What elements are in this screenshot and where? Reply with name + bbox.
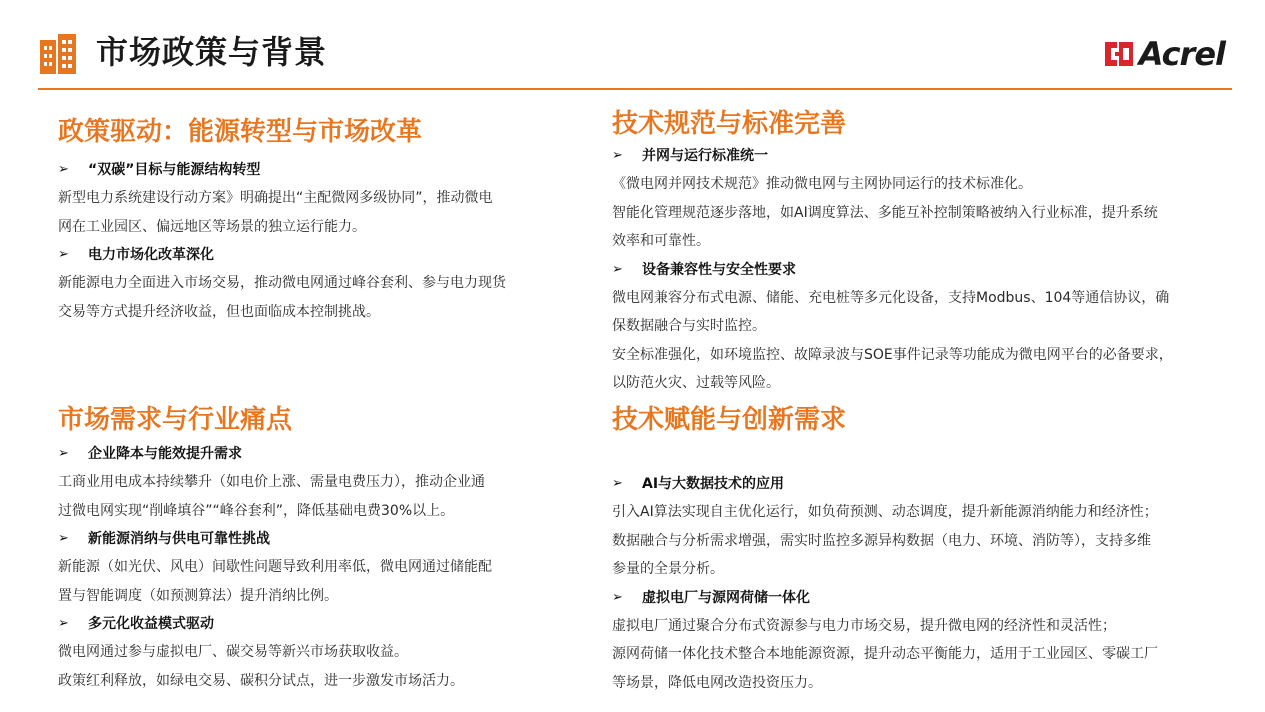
paragraph-line: 以防范火灾、过载等风险。	[612, 375, 780, 391]
bullet-label: 并网与运行标准统一	[642, 148, 768, 164]
paragraph-line: 网在工业园区、偏远地区等场景的独立运行能力。	[58, 218, 366, 235]
paragraph-line: 工商业用电成本持续攀升（如电价上涨、需量电费压力），推动企业通	[58, 474, 485, 490]
paragraph-line: 新能源电力全面进入市场交易，推动微电网通过峰谷套利、参与电力现货	[58, 275, 506, 291]
paragraph-line: 数据融合与分析需求增强，需实时监控多源异构数据（电力、环境、消防等），支持多维	[612, 532, 1151, 549]
logo	[1105, 36, 1225, 72]
logo-text: Acrel	[1138, 35, 1225, 73]
paragraph-line: 过微电网实现“削峰填谷”“峰谷套利”，降低基础电费30%以上。	[58, 502, 455, 519]
arrow-bullet-icon: ➢	[58, 446, 69, 461]
section-title: 市场需求与行业痛点	[58, 405, 293, 435]
bullet-label: AI与大数据技术的应用	[642, 476, 785, 492]
paragraph-line: 效率和可靠性。	[612, 233, 710, 249]
bullet-label: 虚拟电厂与源网荷储一体化	[642, 589, 810, 606]
paragraph-line: 源网荷储一体化技术整合本地能源资源，提升动态平衡能力，适用于工业园区、零碳工厂	[612, 646, 1158, 662]
bullet-heading	[58, 440, 578, 468]
bullet-label: “双碳”目标与能源结构转型	[88, 162, 261, 178]
paragraph-line: 等场景，降低电网改造投资压力。	[612, 674, 822, 691]
bullet-label: 设备兼容性与安全性要求	[642, 261, 796, 278]
paragraph-line: 微电网通过参与虚拟电厂、碳交易等新兴市场获取收益。	[58, 644, 408, 660]
bullet-heading	[612, 142, 1252, 170]
paragraph-line: 智能化管理规范逐步落地，如AI调度算法、多能互补控制策略被纳入行业标准，提升系统	[612, 204, 1158, 221]
arrow-bullet-icon: ➢	[58, 616, 69, 631]
section-market	[58, 402, 578, 695]
bullet-heading	[612, 470, 1252, 498]
arrow-bullet-icon: ➢	[58, 531, 69, 546]
bullet-heading	[612, 256, 1252, 284]
header-divider	[38, 88, 1232, 90]
bullet-label: 企业降本与能效提升需求	[88, 446, 242, 462]
paragraph-line: 交易等方式提升经济收益，但也面临成本控制挑战。	[58, 303, 380, 320]
building-icon	[38, 34, 78, 74]
bullet-heading	[58, 156, 578, 184]
paragraph-line: 参量的全景分析。	[612, 561, 724, 577]
section-policy	[58, 114, 578, 326]
bullet-heading	[612, 584, 1252, 612]
arrow-bullet-icon: ➢	[58, 247, 69, 262]
paragraph-line: 保数据融合与实时监控。	[612, 318, 766, 334]
section-standards	[612, 106, 1252, 398]
bullet-label: 多元化收益模式驱动	[88, 616, 214, 632]
arrow-bullet-icon: ➢	[58, 162, 69, 177]
bullet-heading	[58, 525, 578, 553]
acrel-logo-mark-icon	[1105, 40, 1133, 68]
header	[0, 0, 1265, 92]
bullet-label: 电力市场化改革深化	[88, 247, 214, 263]
paragraph-line: 引入AI算法实现自主优化运行，如负荷预测、动态调度，提升新能源消纳能力和经济性；	[612, 504, 1158, 520]
paragraph-line: 新能源（如光伏、风电）间歇性问题导致利用率低，微电网通过储能配	[58, 559, 492, 575]
paragraph-line: 政策红利释放，如绿电交易、碳积分试点，进一步激发市场活力。	[58, 672, 464, 689]
section-title: 技术规范与标准完善	[612, 109, 847, 139]
bullet-label: 新能源消纳与供电可靠性挑战	[88, 531, 270, 547]
paragraph-line: 安全标准强化，如环境监控、故障录波与SOE事件记录等功能成为微电网平台的必备要求，	[612, 346, 1173, 363]
section-title: 政策驱动：能源转型与市场改革	[58, 117, 423, 147]
paragraph-line: 置与智能调度（如预测算法）提升消纳比例。	[58, 587, 338, 604]
paragraph-line: 新型电力系统建设行动方案》明确提出“主配微网多级协同”，推动微电	[58, 190, 493, 206]
paragraph-line: 微电网兼容分布式电源、储能、充电桩等多元化设备，支持Modbus、104等通信协议，确	[612, 289, 1170, 306]
bullet-heading	[58, 610, 578, 638]
paragraph-line: 虚拟电厂通过聚合分布式资源参与电力市场交易，提升微电网的经济性和灵活性；	[612, 617, 1116, 634]
arrow-bullet-icon: ➢	[612, 261, 623, 277]
arrow-bullet-icon: ➢	[612, 476, 623, 491]
page-title: 市场政策与背景	[96, 33, 328, 71]
section-title: 技术赋能与创新需求	[612, 405, 847, 435]
section-innovation	[612, 402, 1252, 697]
bullet-heading	[58, 241, 578, 269]
arrow-bullet-icon: ➢	[612, 589, 623, 605]
paragraph-line: 《微电网并网技术规范》推动微电网与主网协同运行的技术标准化。	[612, 176, 1032, 192]
arrow-bullet-icon: ➢	[612, 148, 623, 163]
